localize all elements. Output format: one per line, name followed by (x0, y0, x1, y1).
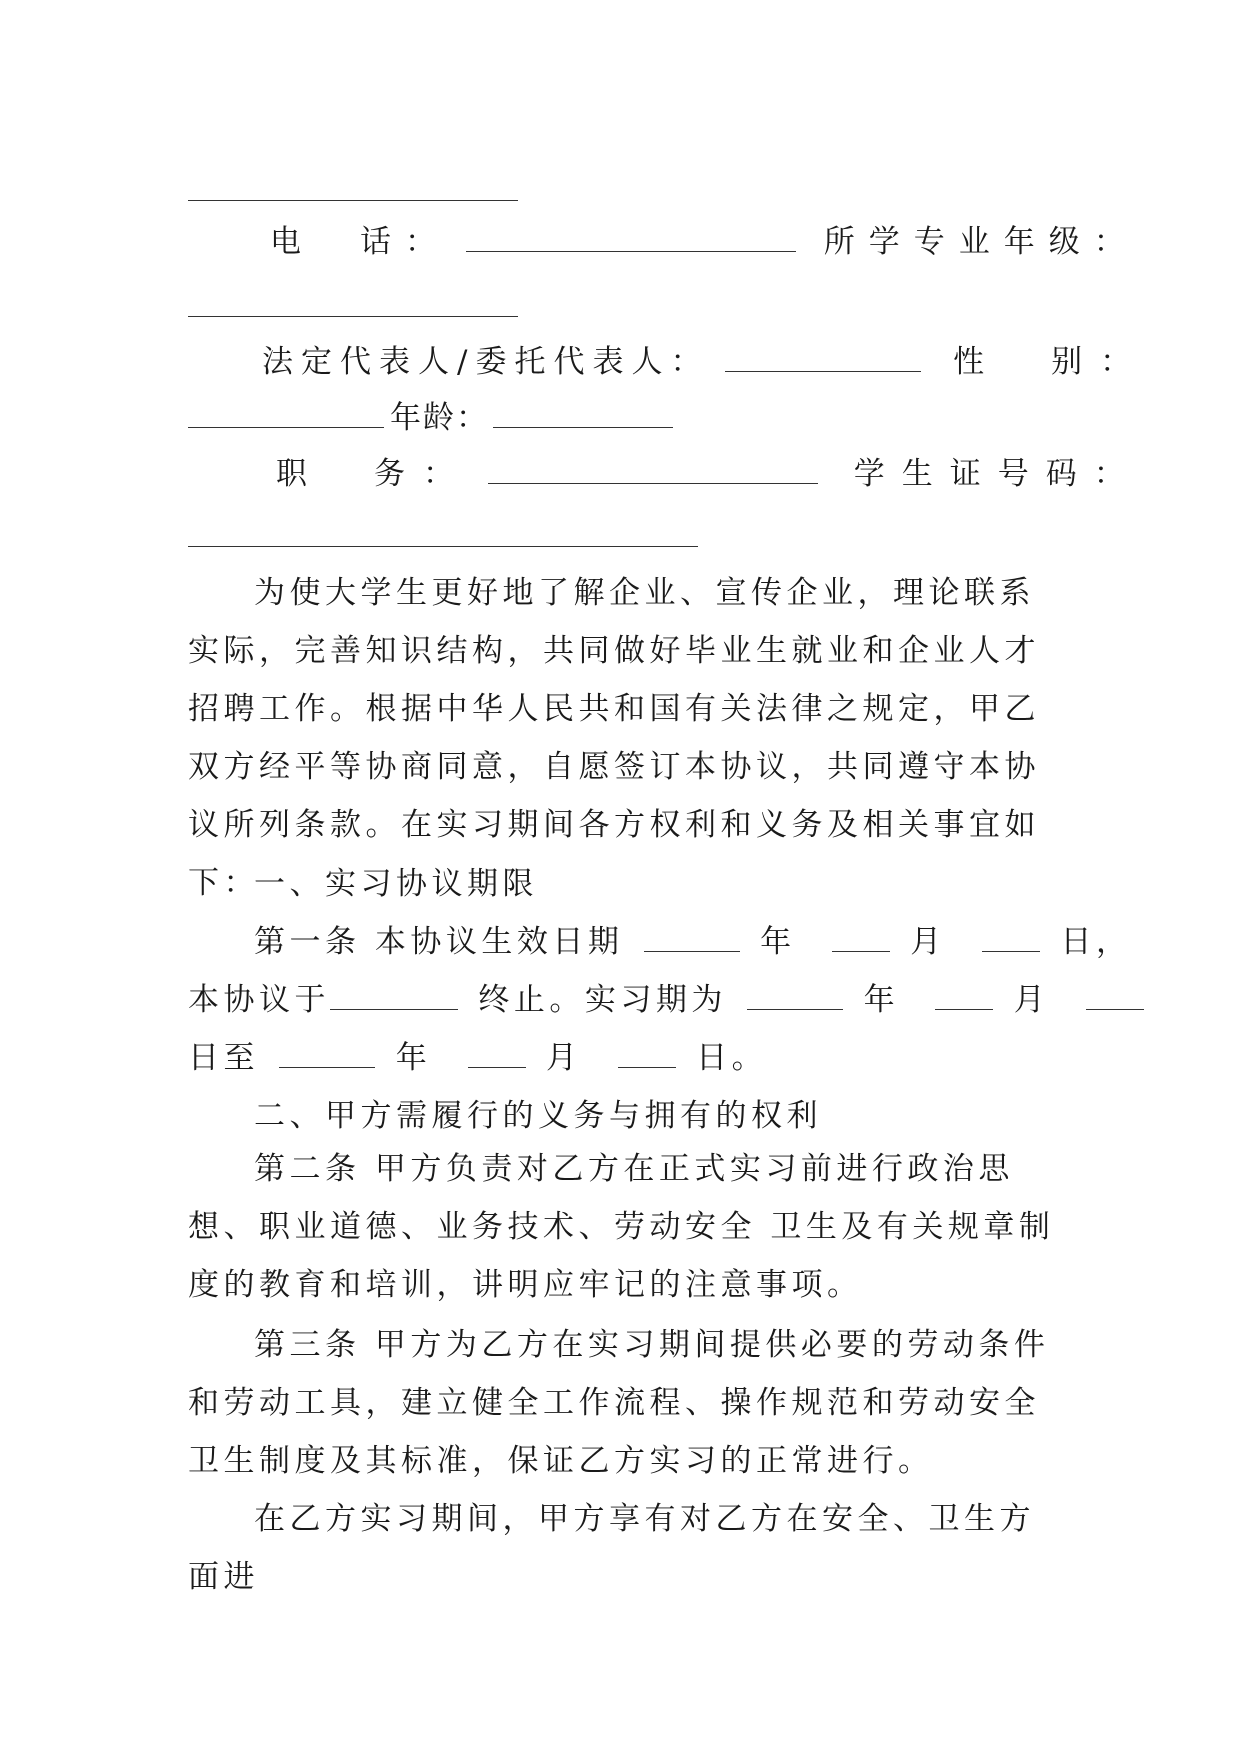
rep-field[interactable] (725, 345, 921, 372)
student-id-label: 学生证号码： (853, 456, 1142, 492)
year-label: 年 (395, 1040, 432, 1076)
article1-line2 (188, 978, 1058, 1022)
month-label: 月 (910, 924, 946, 960)
effective-year-field[interactable] (644, 925, 740, 952)
article1-line1 (254, 920, 1132, 964)
age-field[interactable] (493, 401, 673, 428)
end-date-field[interactable] (330, 983, 458, 1010)
section-heading: 一、实习协议期限 (254, 866, 538, 902)
major-field[interactable] (188, 316, 518, 317)
period-start-year-field[interactable] (747, 983, 843, 1010)
day-label: 日， (1060, 924, 1132, 960)
month-label: 月 (545, 1040, 582, 1076)
period-start-day-field[interactable] (1086, 983, 1144, 1010)
year-label: 年 (760, 924, 796, 960)
effective-day-field[interactable] (982, 925, 1040, 952)
phone-major-row (188, 220, 1139, 264)
intro-paragraph: 为使大学生更好地了解企业、宣传企业，理论联系实际，完善知识结构，共同做好毕业生就业和企业人才招聘工作。根据中华人民共和国有关法律之规定，甲乙双方经平等协商同意，自愿签订本协议，共同遵守本协议所列条款。在实习期间各方权利和义务及相关事宜如下： (188, 575, 1040, 901)
position-field[interactable] (488, 457, 818, 484)
period-start-month-field[interactable] (935, 983, 993, 1010)
major-label: 所学专业年级： (823, 224, 1139, 260)
blank-line[interactable] (188, 200, 518, 201)
phone-label: 电 话： (270, 224, 450, 260)
gender-field[interactable] (188, 401, 384, 428)
position-label: 职 务： (276, 456, 472, 492)
article1-line2-prefix: 本协议于 (188, 982, 330, 1018)
age-row (188, 396, 1058, 440)
section-heading: 二、甲方需履行的义务与拥有的权利 (254, 1098, 822, 1134)
effective-month-field[interactable] (832, 925, 890, 952)
student-id-field[interactable] (188, 546, 698, 547)
period-end-day-field[interactable] (618, 1041, 676, 1068)
day-label: 日。 (696, 1040, 768, 1076)
period-end-month-field[interactable] (468, 1041, 526, 1068)
phone-field[interactable] (466, 225, 796, 252)
age-label: 年龄： (390, 400, 489, 436)
article1-line3 (188, 1036, 1058, 1080)
article1-prefix: 第一条 本协议生效日期 (254, 924, 624, 960)
article2-paragraph: 第二条 甲方负责对乙方在正式实习前进行政治思想、职业道德、业务技术、劳动安全 卫生及有关规章制度的教育和培训，讲明应牢记的注意事项。 (188, 1151, 1055, 1303)
month-label: 月 (1013, 982, 1050, 1018)
article3-paragraph: 第三条 甲方为乙方在实习期间提供必要的劳动条件和劳动工具，建立健全工作流程、操作规范和劳动安全卫生制度及其标准，保证乙方实习的正常进行。 (188, 1327, 1050, 1479)
rep-label: 法定代表人/委托代表人： (262, 344, 710, 380)
year-label: 年 (863, 982, 900, 1018)
position-id-row (188, 452, 1142, 496)
gender-label: 性 别： (953, 344, 1150, 380)
period-end-year-field[interactable] (279, 1041, 375, 1068)
rep-gender-row (188, 340, 1150, 384)
continuation-paragraph: 在乙方实习期间，甲方享有对乙方在安全、卫生方面进 (188, 1501, 1035, 1595)
article1-line3-prefix: 日至 (188, 1040, 259, 1076)
article1-line2-mid: 终止。实习期为 (478, 982, 727, 1018)
